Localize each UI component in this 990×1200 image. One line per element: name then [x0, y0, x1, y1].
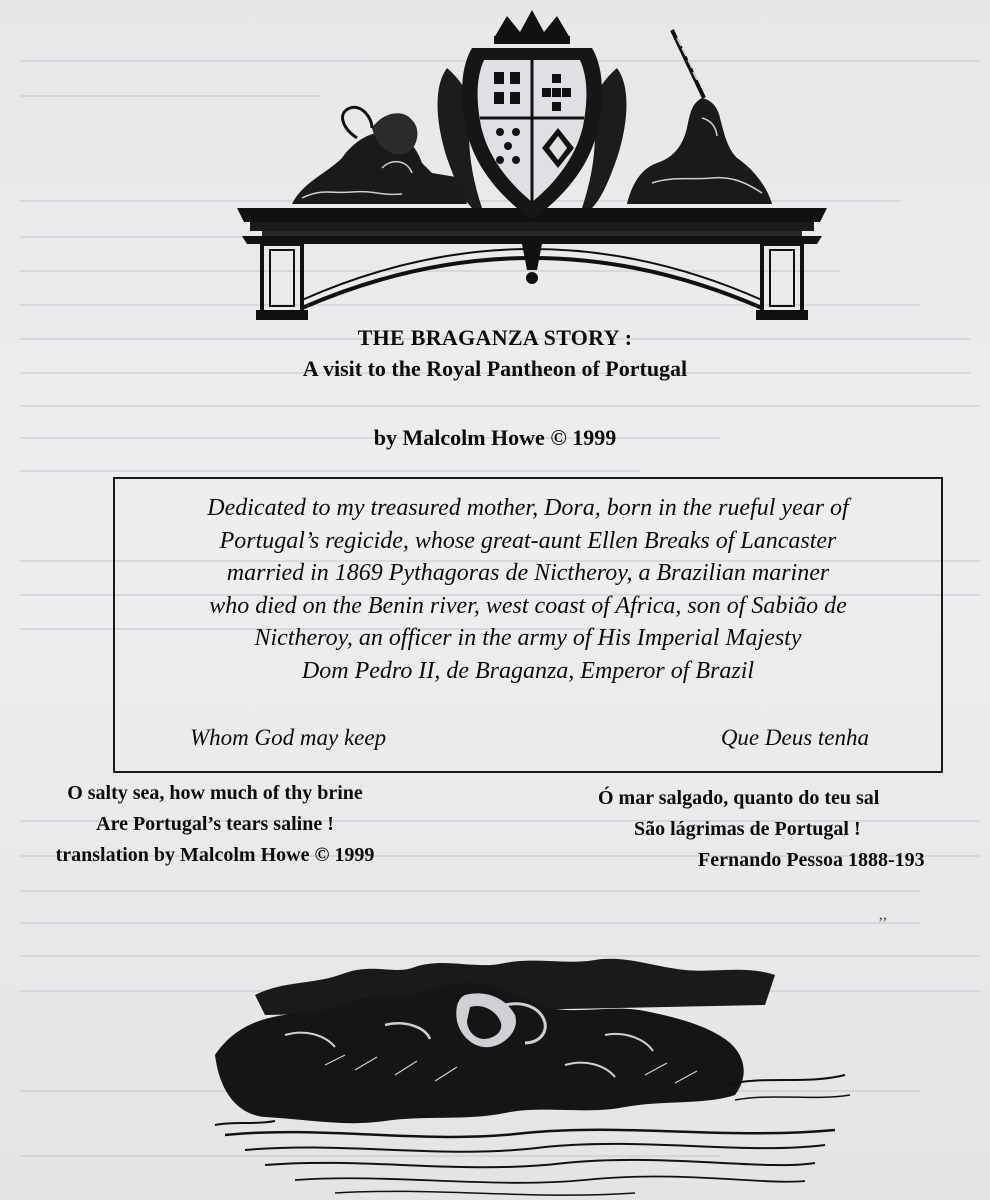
- poem-translation-credit: translation by Malcolm Howe © 1999: [55, 844, 375, 866]
- pencil-mark: ’’: [878, 915, 888, 932]
- blessing-portuguese: Que Deus tenha: [720, 725, 869, 750]
- book-subtitle: A visit to the Royal Pantheon of Portugal: [302, 356, 688, 381]
- author-byline: by Malcolm Howe © 1999: [373, 425, 617, 450]
- dedication-line: who died on the Benin river, west coast of Africa, son of Sabião de: [209, 592, 847, 619]
- poem-english-line: Are Portugal’s tears saline !: [96, 813, 334, 835]
- blessing-english: Whom God may keep: [190, 725, 387, 750]
- royal-crest-illustration: [232, 8, 832, 330]
- poem-portuguese-line: Ó mar salgado, quanto do teu sal: [598, 787, 880, 809]
- dedication-line: married in 1869 Pythagoras de Nictheroy, a Brazilian mariner: [226, 560, 830, 586]
- dedication-box: [113, 477, 943, 773]
- dedication-line: Nictheroy, an officer in the army of His Imperial Majesty: [254, 625, 802, 651]
- poem-english: [0, 778, 430, 871]
- coastal-rock-engraving: [205, 935, 855, 1200]
- dedication-line: Dom Pedro II, de Braganza, Emperor of Brazil: [301, 657, 755, 684]
- poem-portuguese-line: São lágrimas de Portugal !: [634, 818, 861, 840]
- poem-english-line: O salty sea, how much of thy brine: [67, 782, 363, 804]
- dedication-line: Portugal’s regicide, whose great-aunt Ellen Breaks of Lancaster: [219, 527, 837, 554]
- dedication-text: [115, 492, 941, 687]
- poem-portuguese: [598, 783, 990, 876]
- dedication-line: Dedicated to my treasured mother, Dora, born in the rueful year of: [207, 495, 849, 521]
- book-title: THE BRAGANZA STORY :: [357, 325, 633, 350]
- poem-author-credit: Fernando Pessoa 1888-193: [698, 849, 925, 871]
